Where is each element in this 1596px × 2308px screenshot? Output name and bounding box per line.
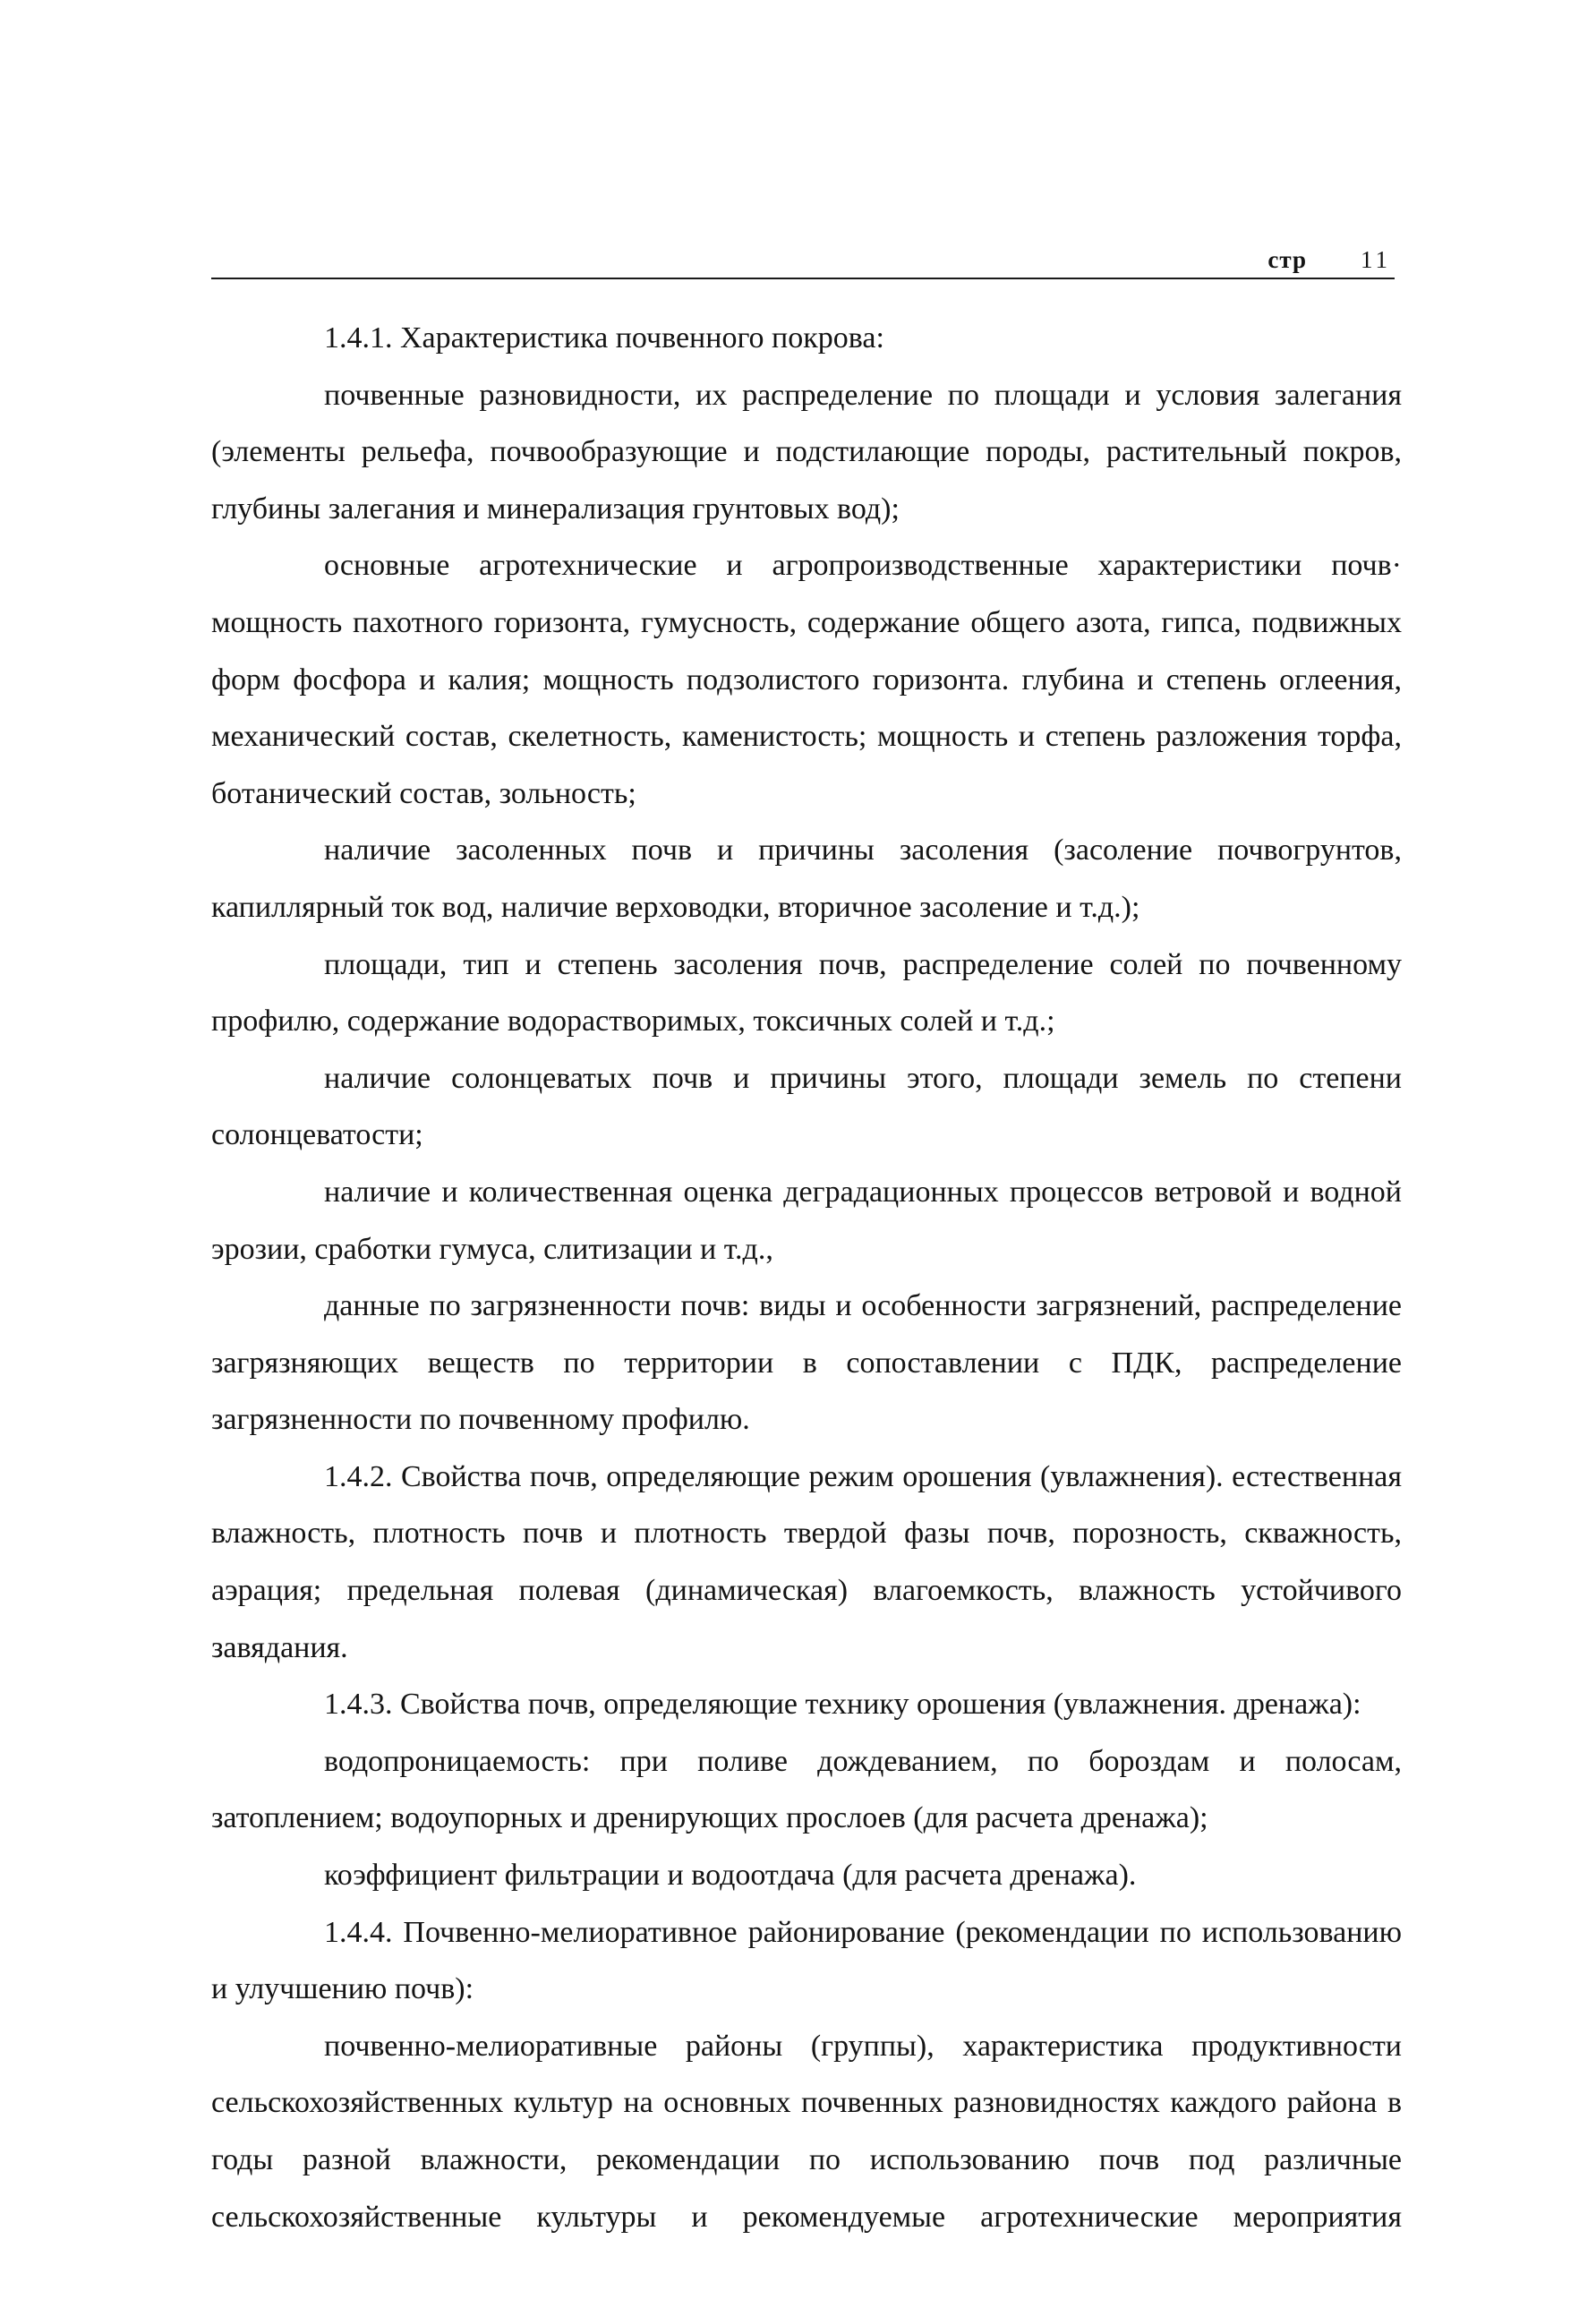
paragraph-contamination: данные по загрязненности почв: виды и особенности загрязнений, распределение загрязняющих веществ по территории в сопоставлении с ПДК, распределение загрязненности по почвенному профилю. <box>211 1289 1402 1437</box>
paragraph-filtration: коэффициент фильтрации и водоотдача (для расчета дренажа). <box>324 1859 1137 1893</box>
paragraph-permeability: водопроницаемость: при поливе дождеванием, по бороздам и полосам, затоплением; водоупорных и дренирующих прослоев (для расчета дренажа); <box>211 1744 1402 1835</box>
document-body <box>211 310 1402 2245</box>
section-heading-1-4-1: 1.4.1. Характеристика почвенного покрова: <box>324 321 884 355</box>
paragraph-salinization-areas: площади, тип и степень засоления почв, распределение солей по почвенному профилю, содержание водорастворимых, токсичных солей и т.д.; <box>211 947 1402 1039</box>
paragraph-solonetz-soils: наличие солонцеватых почв и причины этого, площади земель по степени солонцеватости; <box>211 1061 1402 1152</box>
page-header <box>211 240 1395 283</box>
page-number: 11 <box>1361 246 1391 273</box>
paragraph-melioration-districts: почвенно-мелиоративные районы (группы), характеристика продуктивности сельскохозяйственных культур на основных почвенных разновидностях каждого района в годы разной влажности, рекомендации по использованию почв под различные сельскохозяйственные культуры и рекомендуемые агротехнические мероприятия <box>211 2029 1402 2234</box>
paragraph-saline-soils: наличие засоленных почв и причины засоления (засоление почвогрунтов, капиллярный ток вод, наличие верховодки, вторичное засоление и т.д.); <box>211 833 1402 924</box>
section-1-4-3-irrigation-technique: 1.4.3. Свойства почв, определяющие технику орошения (увлажнения. дренажа): <box>324 1688 1361 1722</box>
paragraph-agrotechnical-characteristics: основные агротехнические и агропроизводственные характеристики почв· мощность пахотного горизонта, гумусность, содержание общего азота, гипса, подвижных форм фосфора и калия; мощность подзолистого горизонта. глубина и степень оглеения, механический состав, скелетность, каменистость; мощность и степень разложения торфа, ботанический состав, зольность; <box>211 549 1402 810</box>
paragraph-soil-varieties: почвенные разновидности, их распределение по площади и условия залегания (элементы рельефа, почвообразующие и подстилающие породы, растительный покров, глубины залегания и минерализация грунтовых вод); <box>211 378 1402 526</box>
header-rule <box>211 278 1395 279</box>
page-label: стр <box>1267 246 1307 273</box>
section-1-4-2-irrigation-regime: 1.4.2. Свойства почв, определяющие режим орошения (увлажнения). естественная влажность, плотность почв и плотность твердой фазы почв, порозность, скважность, аэрация; предельная полевая (динамическая) влагоемкость, влажность устойчивого завядания. <box>211 1459 1402 1664</box>
paragraph-degradation: наличие и количественная оценка деградационных процессов ветровой и водной эрозии, сработки гумуса, слитизации и т.д., <box>211 1175 1402 1266</box>
section-1-4-4-zoning: 1.4.4. Почвенно-мелиоративное районирование (рекомендации по использованию и улучшению почв): <box>211 1915 1402 2006</box>
